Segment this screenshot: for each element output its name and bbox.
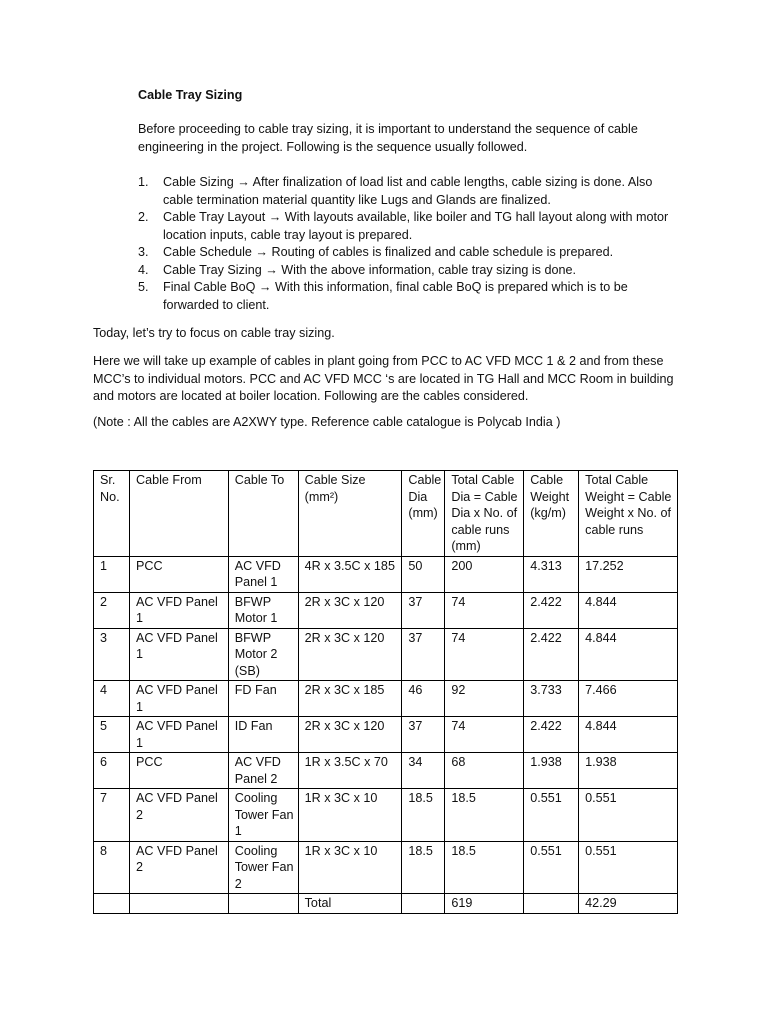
cell-sr-no: 5: [94, 717, 130, 753]
cell-empty: [402, 894, 445, 914]
cell-cable-dia: 37: [402, 592, 445, 628]
cell-cable-dia: 46: [402, 681, 445, 717]
cell-total-weight: 1.938: [579, 753, 678, 789]
list-text: Cable Schedule → Routing of cables is finalized and cable schedule is prepared.: [163, 245, 614, 259]
cell-cable-weight: 2.422: [524, 717, 579, 753]
cell-sr-no: 2: [94, 592, 130, 628]
cell-cable-size: 2R x 3C x 120: [298, 717, 402, 753]
cell-cable-from: AC VFD Panel 1: [129, 681, 228, 717]
cell-cable-from: AC VFD Panel 2: [129, 841, 228, 894]
cell-cable-to: AC VFD Panel 1: [228, 556, 298, 592]
cell-total-dia: 74: [445, 628, 524, 681]
list-item: [138, 244, 678, 262]
table-header-row: [94, 471, 678, 557]
table-row: [94, 841, 678, 894]
cell-cable-from: AC VFD Panel 2: [129, 789, 228, 842]
cell-total-dia: 92: [445, 681, 524, 717]
document-title: Cable Tray Sizing: [138, 88, 243, 102]
cell-cable-to: Cooling Tower Fan 2: [228, 841, 298, 894]
cell-cable-size: 2R x 3C x 185: [298, 681, 402, 717]
cell-empty: [94, 894, 130, 914]
list-number: 4.: [138, 262, 149, 277]
cell-total-weight: 17.252: [579, 556, 678, 592]
cell-sr-no: 6: [94, 753, 130, 789]
list-item: [138, 209, 678, 244]
cell-total-dia: 74: [445, 717, 524, 753]
cell-cable-weight: 1.938: [524, 753, 579, 789]
cell-cable-to: AC VFD Panel 2: [228, 753, 298, 789]
table-row: [94, 789, 678, 842]
table-row: [94, 592, 678, 628]
cell-cable-from: AC VFD Panel 1: [129, 717, 228, 753]
cell-sr-no: 8: [94, 841, 130, 894]
list-number: 1.: [138, 175, 149, 189]
cell-cable-weight: 4.313: [524, 556, 579, 592]
table-row: [94, 556, 678, 592]
cell-total-weight: 0.551: [579, 841, 678, 894]
cell-total-weight: 4.844: [579, 717, 678, 753]
cell-cable-dia: 50: [402, 556, 445, 592]
cell-total-dia: 74: [445, 592, 524, 628]
cable-table: [93, 470, 678, 914]
cell-cable-size: 2R x 3C x 120: [298, 592, 402, 628]
focus-paragraph: Today, let’s try to focus on cable tray sizing.: [93, 326, 335, 340]
table-row: [94, 753, 678, 789]
cell-cable-dia: 18.5: [402, 841, 445, 894]
header-total-cable-weight: Total Cable Weight = Cable Weight x No. of cable runs: [579, 471, 678, 557]
cell-total-dia: 68: [445, 753, 524, 789]
cell-cable-size: 1R x 3C x 10: [298, 841, 402, 894]
total-weight-value: 42.29: [579, 894, 678, 914]
header-sr-no: Sr. No.: [94, 471, 130, 557]
cell-cable-to: BFWP Motor 2 (SB): [228, 628, 298, 681]
header-cable-to: Cable To: [228, 471, 298, 557]
cell-cable-size: 1R x 3.5C x 70: [298, 753, 402, 789]
cell-cable-to: BFWP Motor 1: [228, 592, 298, 628]
list-number: 5.: [138, 280, 149, 294]
example-paragraph: Here we will take up example of cables in plant going from PCC to AC VFD MCC 1 & 2 and from these MCC’s to individual motors. PCC and AC VFD MCC ‘s are located in TG Hall and MCC Room in building and motors are located at boiler location. Following are the cables considered.: [93, 354, 674, 403]
sequence-list: [138, 174, 678, 314]
cell-cable-dia: 37: [402, 717, 445, 753]
cell-cable-to: ID Fan: [228, 717, 298, 753]
cell-cable-weight: 0.551: [524, 789, 579, 842]
cell-sr-no: 7: [94, 789, 130, 842]
cell-cable-size: 2R x 3C x 120: [298, 628, 402, 681]
intro-paragraph: Before proceeding to cable tray sizing, it is important to understand the sequence of cable engineering in the project. Following is the sequence usually followed.: [138, 122, 638, 154]
cell-sr-no: 1: [94, 556, 130, 592]
cell-sr-no: 3: [94, 628, 130, 681]
list-item: [138, 262, 678, 280]
header-cable-dia: Cable Dia (mm): [402, 471, 445, 557]
table-row: [94, 717, 678, 753]
list-text: Cable Sizing → After finalization of load list and cable lengths, cable sizing is done. Also cable termination material quantity like Lugs and Glands are finalized.: [163, 175, 653, 207]
cell-cable-from: PCC: [129, 753, 228, 789]
table-row: [94, 628, 678, 681]
cell-empty: [129, 894, 228, 914]
cell-cable-from: AC VFD Panel 1: [129, 628, 228, 681]
cell-cable-dia: 18.5: [402, 789, 445, 842]
header-cable-from: Cable From: [129, 471, 228, 557]
cell-total-dia: 18.5: [445, 841, 524, 894]
list-text: Cable Tray Sizing → With the above information, cable tray sizing is done.: [163, 262, 576, 277]
table-total-row: [94, 894, 678, 914]
cell-empty: [524, 894, 579, 914]
cell-total-weight: 7.466: [579, 681, 678, 717]
cell-cable-weight: 2.422: [524, 592, 579, 628]
header-total-cable-dia: Total Cable Dia = Cable Dia x No. of cable runs (mm): [445, 471, 524, 557]
list-text: Final Cable BoQ → With this information, final cable BoQ is prepared which is to be forwarded to client.: [163, 280, 628, 312]
cell-cable-dia: 34: [402, 753, 445, 789]
cell-total-weight: 0.551: [579, 789, 678, 842]
cell-total-dia: 200: [445, 556, 524, 592]
header-cable-weight: Cable Weight (kg/m): [524, 471, 579, 557]
total-dia-value: 619: [445, 894, 524, 914]
cell-cable-from: AC VFD Panel 1: [129, 592, 228, 628]
list-text: Cable Tray Layout → With layouts available, like boiler and TG hall layout along with motor location inputs, cable tray layout is prepared.: [163, 210, 669, 242]
cell-cable-from: PCC: [129, 556, 228, 592]
cell-cable-weight: 2.422: [524, 628, 579, 681]
cell-empty: [228, 894, 298, 914]
cell-cable-to: Cooling Tower Fan 1: [228, 789, 298, 842]
header-cable-size: Cable Size (mm²): [298, 471, 402, 557]
cell-total-weight: 4.844: [579, 592, 678, 628]
cell-total-dia: 18.5: [445, 789, 524, 842]
cell-cable-size: 1R x 3C x 10: [298, 789, 402, 842]
cell-cable-size: 4R x 3.5C x 185: [298, 556, 402, 592]
list-item: [138, 279, 678, 314]
list-item: [138, 174, 678, 209]
cell-total-weight: 4.844: [579, 628, 678, 681]
cell-cable-dia: 37: [402, 628, 445, 681]
cell-cable-to: FD Fan: [228, 681, 298, 717]
note-paragraph: (Note : All the cables are A2XWY type. Reference cable catalogue is Polycab India ): [93, 415, 561, 429]
cell-cable-weight: 0.551: [524, 841, 579, 894]
cell-cable-weight: 3.733: [524, 681, 579, 717]
total-label: Total: [298, 894, 402, 914]
cell-sr-no: 4: [94, 681, 130, 717]
list-number: 3.: [138, 245, 149, 259]
list-number: 2.: [138, 210, 149, 224]
table-row: [94, 681, 678, 717]
